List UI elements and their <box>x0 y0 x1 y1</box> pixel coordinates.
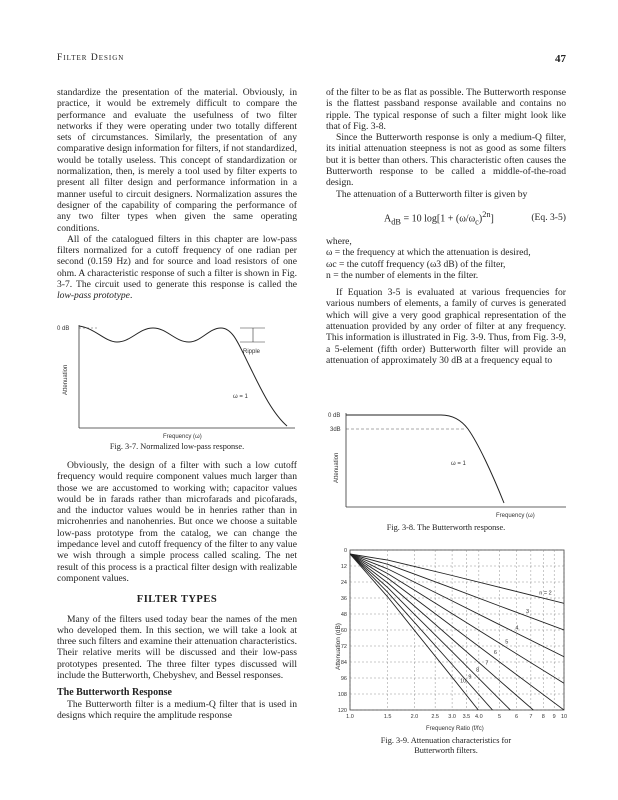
three-db-label: 3dB <box>330 427 341 433</box>
fig-3-7 <box>55 320 300 440</box>
paragraph <box>57 234 297 302</box>
eq-rhs: = 10 log <box>400 212 437 224</box>
paragraph: The Butterworth filter is a medium-Q filter that is used in designs which require the amplitude response <box>57 698 297 721</box>
paragraph: Since the Butterworth response is only a medium-Q filter, its initial attenuation steepness is not as good as some filters but it is better than others. This characteristic often causes the Butterworth response to be called a middle-of-the-road design. <box>326 132 566 189</box>
omega-label: ω = 1 <box>451 461 466 467</box>
fig-3-9 <box>326 540 571 740</box>
paragraph: If Equation 3-5 is evaluated at various frequencies for various numbers of elements, a family of curves is generated which will give a very good graphical representation of the attenuation provided by any order of filter at any frequency. This information is illustrated in Fig. 3-9. Thus, from Fig. 3-9, a 5-element (fifth order) Butterworth filter will provide an attenuation of approximately 30 dB at a frequency equal to <box>326 287 566 366</box>
eq-lhs: A <box>384 212 392 224</box>
curve-label: n = 2 <box>539 590 552 597</box>
subheading: The Butterworth Response <box>57 687 172 699</box>
x-axis-label: Frequency Ratio (f/fc) <box>426 726 484 732</box>
left-column-top <box>57 87 297 302</box>
emphasis: low-pass prototype <box>57 290 130 302</box>
section-title: FILTER TYPES <box>136 594 218 606</box>
x-tick-label: 8 <box>541 714 545 720</box>
x-axis-label: Frequency (ω) <box>163 434 202 440</box>
curve-label: 5 <box>505 639 509 646</box>
equation-label: (Eq. 3-5) <box>531 212 566 224</box>
fig-3-8-caption: Fig. 3-8. The Butterworth response. <box>386 523 506 532</box>
omega-label: ω = 1 <box>233 394 248 400</box>
x-tick-label: 7 <box>529 714 533 720</box>
x-tick-label: 3.0 <box>448 714 456 720</box>
where-block <box>326 236 566 281</box>
x-tick-label: 3.5 <box>462 714 471 720</box>
curve-label: 7 <box>485 660 489 667</box>
series-line <box>350 554 564 710</box>
x-tick-label: 4.0 <box>475 714 483 720</box>
eq-exponent: 2n <box>482 209 491 219</box>
series-line <box>350 554 564 683</box>
right-column <box>326 87 566 366</box>
text-run: All of the catalogued filters in this chapter are low-pass filters normalized for a cutoff frequency of one radian per second (0.159 Hz) and for source and load resistors of one ohm. A characteristic response of such a filter is shown in Fig. 3-7. The circuit used to generate this response is called the <box>57 233 297 291</box>
page-number: 47 <box>555 53 566 65</box>
ripple-label: Ripple <box>243 349 261 355</box>
response-curve <box>79 326 287 426</box>
y-tick-label: 48 <box>340 612 347 618</box>
where-label: where, <box>326 235 352 247</box>
butterworth-curve <box>346 415 504 503</box>
series-line <box>350 554 564 657</box>
fig-3-8 <box>326 405 571 520</box>
curve-label: 4 <box>515 625 519 632</box>
x-tick-label: 5 <box>498 714 502 720</box>
y-tick-label: 120 <box>337 708 347 714</box>
left-column-bottom <box>57 460 297 721</box>
paragraph: Obviously, the design of a filter with such a low cutoff frequency would require component values much larger than those we are accustomed to working with; capacitor values would be in farads rather than microfarads and picofarads, and the inductor values would be in henries rather than in microhenries and nanohenries. But once we choose a suitable low-pass prototype from the catalog, we can change the impedance level and cutoff frequency of the filter to any value we wish through a simple process called scaling. The net result of this process is a practical filter design with realizable component values. <box>57 460 297 584</box>
eq-omega: ω <box>459 212 466 224</box>
y-tick-label: 108 <box>337 692 347 698</box>
x-tick-label: 9 <box>552 714 556 720</box>
fig-3-7-caption: Fig. 3-7. Normalized low-pass response. <box>109 442 245 451</box>
x-tick-label: 2.5 <box>431 714 439 720</box>
x-tick-label: 6 <box>514 714 519 720</box>
y-tick-label: 96 <box>340 676 347 682</box>
x-tick-label: 1.0 <box>346 714 354 720</box>
y-axis-label: Attenuation <box>63 364 69 395</box>
y-axis-label: Attenuation <box>334 452 340 483</box>
curve-label: 6 <box>493 650 497 657</box>
caption-line: Butterworth filters. <box>414 746 478 755</box>
equation-3-5 <box>326 206 566 230</box>
paragraph: of the filter to be as flat as possible. The Butterworth response is the flattest passband response available and contains no ripple. The typical response of such a filter might look like that of Fig. 3-8. <box>326 87 566 132</box>
y-tick-label: 24 <box>340 580 347 586</box>
eq-omega-c: ω <box>468 212 476 224</box>
x-tick-label: 2.0 <box>410 714 419 720</box>
zero-db-label: 0 dB <box>57 326 70 332</box>
definition: ωc = the cutoff frequency (ω3 dB) of the filter, <box>326 258 506 270</box>
series-line <box>350 554 564 737</box>
curve-label: 8 <box>476 667 480 674</box>
definition: n = the number of elements in the filter. <box>326 269 479 281</box>
fig-3-9-caption <box>326 736 566 756</box>
text-run: . <box>129 290 133 302</box>
y-tick-label: 60 <box>340 628 347 634</box>
paragraph: The attenuation of a Butterworth filter is given by <box>336 188 528 200</box>
zero-db-label: 0 dB <box>328 413 341 419</box>
paragraph: standardize the presentation of the material. Obviously, in practice, it would be extremely difficult to compare the performance and evaluate the usefulness of two filter networks if they were operating under two totally different sets of circumstances. Similarly, the presentation of any comparative design information for filters, if not standardized, would be totally useless. This concept of standardization or normalization, then, is merely a tool used by filter experts to present all filter design and performance information in a manner useful to circuit designers. Normalization assures the designer of the capability of comparing the performance of any two filter types when given the same operating conditions. <box>57 87 297 234</box>
y-axis-label: Attenuation (dB) <box>335 623 342 670</box>
definition: ω = the frequency at which the attenuation is desired, <box>326 247 531 259</box>
paragraph: Many of the filters used today bear the names of the men who developed them. In this section, we will take a look at three such filters and examine their attenuation characteristics. Their relative merits will be discussed and their low-pass prototypes presented. The three filter types discussed will include the Butterworth, Chebyshev, and Bessel responses. <box>57 613 297 682</box>
curve-label: 10 <box>460 678 467 685</box>
equation-expression: $A_{dB} = 10$ $\log[1 + (\omega/\omega_c)^{2n}]$ <box>384 209 494 226</box>
y-tick-label: 36 <box>340 596 347 602</box>
y-tick-label: 72 <box>340 644 347 650</box>
y-tick-label: 84 <box>340 660 347 666</box>
curve-label: 3 <box>525 609 530 616</box>
eq-sub: dB <box>391 216 401 226</box>
x-tick-label: 10 <box>560 714 568 720</box>
curve-label: 9 <box>468 674 472 681</box>
caption-line: Fig. 3-9. Attenuation characteristics for <box>380 736 512 745</box>
series-line <box>350 554 564 630</box>
y-tick-label: 12 <box>340 564 347 570</box>
x-tick-label: 1.5 <box>383 714 392 720</box>
running-header: Filter Design <box>57 53 125 63</box>
x-axis-label: Frequency (ω) <box>496 513 535 519</box>
y-tick-label: 0 <box>343 548 347 554</box>
